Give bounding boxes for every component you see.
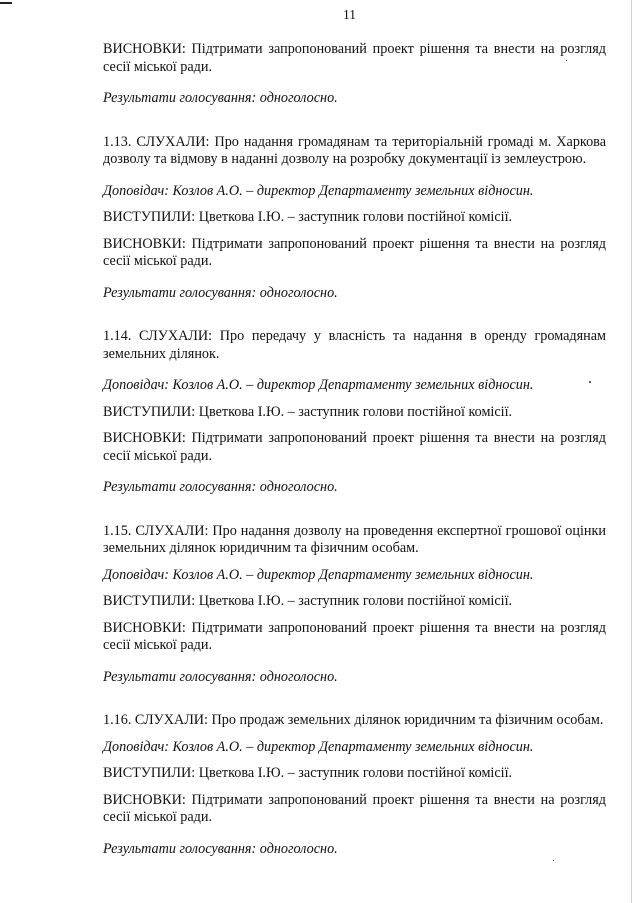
- conclusions-text: ВИСНОВКИ: Підтримати запропонований проект рішення та внести на розгляд сесії міської ради.: [103, 619, 606, 653]
- spoke-text: ВИСТУПИЛИ: Цветкова І.Ю. – заступник голови постійної комісії.: [103, 765, 513, 781]
- speaker-text: Доповідач: Козлов А.О. – директор Департаменту земельних відносин.: [103, 738, 534, 755]
- scan-corner-mark: [0, 2, 12, 4]
- heard-text: 1.16. СЛУХАЛИ: Про продаж земельних ділянок юридичним та фізичним особам.: [103, 712, 604, 728]
- speaker-text: Доповідач: Козлов А.О. – директор Департаменту земельних відносин.: [103, 182, 534, 199]
- conclusions-text: ВИСНОВКИ: Підтримати запропонований проект рішення та внести на розгляд сесії міської ради.: [103, 791, 606, 825]
- speaker-text: Доповідач: Козлов А.О. – директор Департаменту земельних відносин.: [103, 377, 534, 393]
- spoke-text: ВИСТУПИЛИ: Цветкова І.Ю. – заступник голови постійної комісії.: [103, 209, 513, 225]
- scan-speck: [566, 60, 567, 61]
- speaker-text: Доповідач: Козлов А.О. – директор Департаменту земельних відносин.: [103, 566, 534, 583]
- minutes-body: [103, 41, 606, 858]
- scan-speck: [553, 860, 554, 861]
- conclusions-text: ВИСНОВКИ: Підтримати запропонований проект рішення та внести на розгляд сесії міської ради.: [103, 41, 606, 75]
- scan-speck: [589, 381, 591, 383]
- page-number: 11: [343, 7, 356, 22]
- conclusions-text: ВИСНОВКИ: Підтримати запропонований проект рішення та внести на розгляд сесії міської ради.: [103, 430, 606, 464]
- scan-edge-line: [631, 0, 632, 903]
- vote-result-text: Результати голосування: одноголосно.: [103, 840, 338, 857]
- vote-result-text: Результати голосування: одноголосно.: [103, 284, 338, 301]
- spoke-text: ВИСТУПИЛИ: Цветкова І.Ю. – заступник голови постійної комісії.: [103, 403, 513, 420]
- vote-result-text: Результати голосування: одноголосно.: [103, 668, 338, 685]
- heard-text: 1.14. СЛУХАЛИ: Про передачу у власність та надання в оренду громадянам земельних ділянок.: [103, 328, 606, 362]
- vote-result-text: Результати голосування: одноголосно.: [103, 90, 338, 106]
- spoke-text: ВИСТУПИЛИ: Цветкова І.Ю. – заступник голови постійної комісії.: [103, 593, 513, 609]
- heard-text: 1.13. СЛУХАЛИ: Про надання громадянам та територіальній громаді м. Харкова дозволу та відмову в наданні дозволу на розробку документації із землеустрою.: [103, 133, 606, 167]
- conclusions-text: ВИСНОВКИ: Підтримати запропонований проект рішення та внести на розгляд сесії міської ради.: [103, 235, 606, 269]
- heard-text: 1.15. СЛУХАЛИ: Про надання дозволу на проведення експертної грошової оцінки земельних ділянок юридичним та фізичним особам.: [103, 522, 606, 556]
- vote-result-text: Результати голосування: одноголосно.: [103, 479, 338, 495]
